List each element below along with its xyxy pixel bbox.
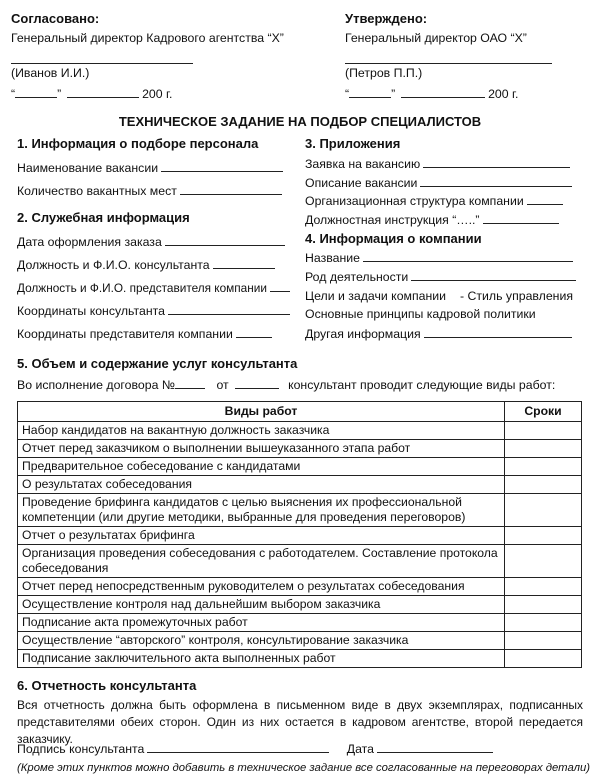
work-cell: Подписание акта промежуточных работ [18,614,505,632]
term-cell [505,614,582,632]
section4-item: Название [305,250,573,266]
style-note: - Стиль управления [460,289,573,303]
section2-item: Должность и Ф.И.О. представителя компании [17,280,290,296]
work-cell: Набор кандидатов на вакантную должность заказчика [18,422,505,440]
approved-left-heading: Согласовано: [11,11,100,26]
table-row [18,527,582,545]
table-row [18,422,582,440]
section3-item: Заявка на вакансию [305,156,570,172]
section4-item: Цели и задачи компании - Стиль управления [305,289,573,303]
signature-line-right [345,52,552,64]
section2-item: Должность и Ф.И.О. консультанта [17,257,275,273]
work-cell: Организация проведения собеседования с работодателем. Составление протокола собеседования [18,545,505,578]
section3-item: Описание вакансии [305,175,572,191]
section2-heading: 2. Служебная информация [17,210,190,225]
table-row [18,650,582,668]
table-row [18,632,582,650]
approved-right-date: “ ” 200 г. [345,87,519,101]
work-cell: Отчет о результатах брифинга [18,527,505,545]
approved-left-date: “ ” 200 г. [11,87,173,101]
reporting-text: Вся отчетность должна быть оформлена в письменном виде в двух экземплярах, подписанных представителями обеих сторон. Один из них остается в кадровом агентстве, второй передается заказчику. [17,698,583,746]
term-cell [505,476,582,494]
work-cell: Отчет перед непосредственным руководителем о результатах собеседования [18,578,505,596]
term-cell [505,632,582,650]
footnote: (Кроме этих пунктов можно добавить в техническое задание все согласованные на переговорах детали) [17,762,591,774]
work-cell: Осуществление контроля над дальнейшим выбором заказчика [18,596,505,614]
section4-item: Другая информация [305,326,572,342]
approved-left-position: Генеральный директор Кадрового агентства “Х” [11,31,284,45]
term-cell [505,527,582,545]
section5-heading: 5. Объем и содержание услуг консультанта [17,356,298,371]
table-row [18,596,582,614]
table-row [18,578,582,596]
approved-right-position: Генеральный директор ОАО “Х” [345,31,527,45]
col-works-header: Виды работ [18,402,505,422]
table-header-row [18,402,582,422]
table-row [18,476,582,494]
document-title: ТЕХНИЧЕСКОЕ ЗАДАНИЕ НА ПОДБОР СПЕЦИАЛИСТОВ [118,114,482,129]
table-row [18,545,582,578]
section3-item: Должностная инструкция “…..” [305,212,559,228]
section2-item: Дата оформления заказа [17,234,285,250]
term-cell [505,440,582,458]
section3-item: Организационная структура компании [305,193,563,209]
approved-left-name: (Иванов И.И.) [11,66,90,80]
col-terms-header: Сроки [505,402,582,422]
work-cell: О результатах собеседования [18,476,505,494]
work-cell: Осуществление “авторского” контроля, консультирование заказчика [18,632,505,650]
section1-item: Количество вакантных мест [17,183,282,199]
signature-line-left [11,52,193,64]
table-row [18,494,582,527]
section1-heading: 1. Информация о подборе персонала [17,136,259,151]
section1-item: Наименование вакансии [17,160,283,176]
term-cell [505,458,582,476]
works-table [17,401,582,668]
table-row [18,458,582,476]
approved-right-heading: Утверждено: [345,11,428,26]
table-row [18,440,582,458]
section4-heading: 4. Информация о компании [305,231,482,246]
contract-line: Во исполнение договора № от консультант проводит следующие виды работ: [17,378,556,392]
section2-item: Координаты консультанта [17,303,290,319]
approved-right-name: (Петров П.П.) [345,66,423,80]
work-cell: Отчет перед заказчиком о выполнении вышеуказанного этапа работ [18,440,505,458]
term-cell [505,596,582,614]
table-row [18,614,582,632]
section2-item: Координаты представителя компании [17,326,272,342]
term-cell [505,422,582,440]
section3-heading: 3. Приложения [305,136,401,151]
signature-row: Подпись консультанта Дата [17,741,493,757]
term-cell [505,494,582,527]
work-cell: Подписание заключительного акта выполненных работ [18,650,505,668]
term-cell [505,650,582,668]
section4-item: Род деятельности [305,269,576,285]
section4-item: Основные принципы кадровой политики [305,307,536,321]
section6-heading: 6. Отчетность консультанта [17,678,197,693]
work-cell: Проведение брифинга кандидатов с целью выяснения их профессиональной компетенции (или другие методики, выбранные для проведения переговоров) [18,494,505,527]
work-cell: Предварительное собеседование с кандидатами [18,458,505,476]
term-cell [505,578,582,596]
term-cell [505,545,582,578]
